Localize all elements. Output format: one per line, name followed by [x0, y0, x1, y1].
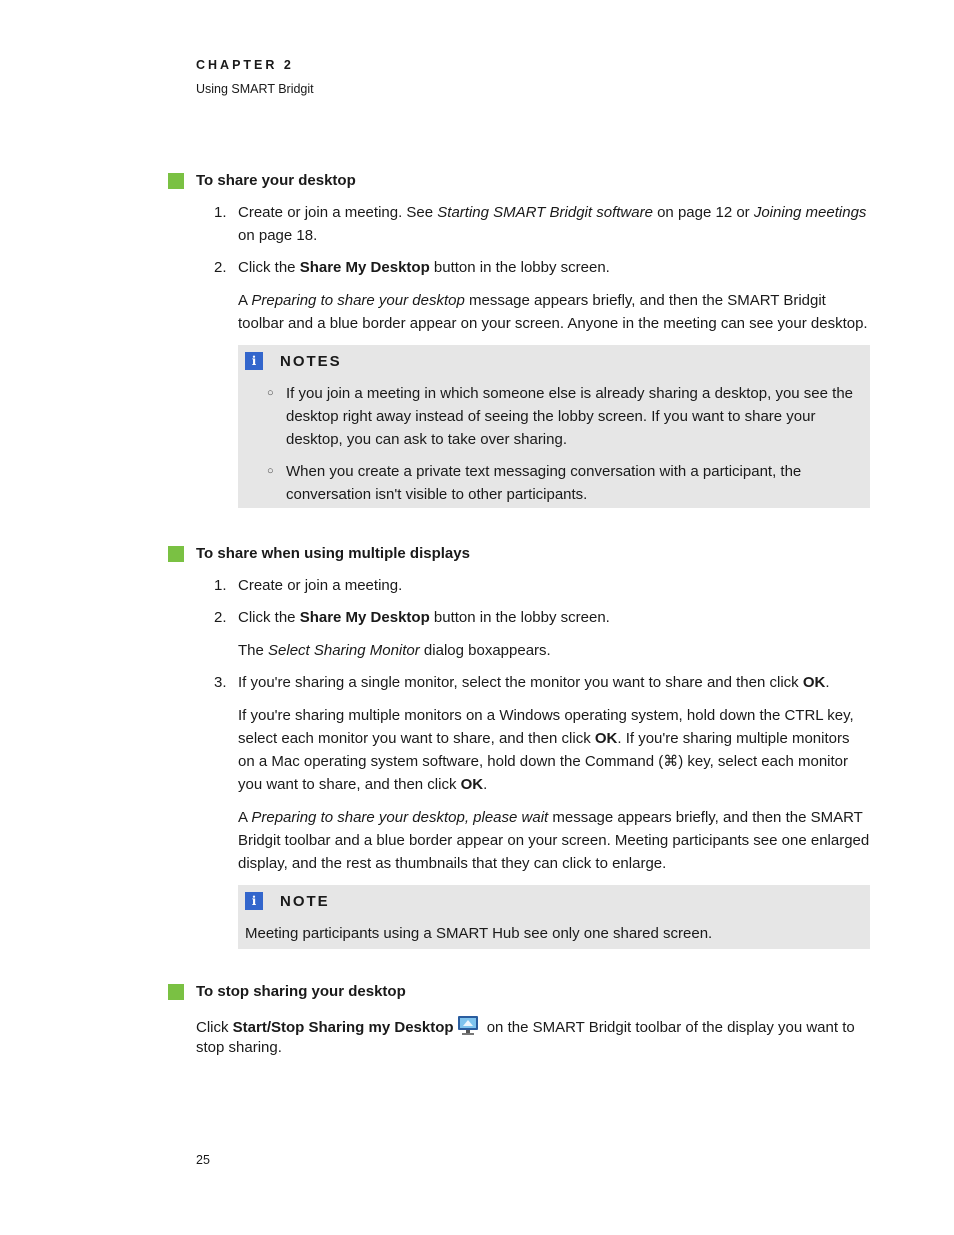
step-paragraph [168, 289, 870, 335]
ui-term: Start/Stop Sharing my Desktop [232, 1019, 454, 1036]
message-name: Preparing to share your desktop, please wait [251, 809, 549, 826]
step-number: 2. [214, 259, 227, 276]
dialog-name: Select Sharing Monitor [268, 642, 420, 659]
procedure-title: To share your desktop [196, 172, 356, 189]
step-text: on page 18. [238, 227, 318, 244]
bullet-circle-icon: ○ [267, 465, 274, 477]
para-text: message appears briefly, and then the SMART Bridgit toolbar and a blue border appear on your screen. Meeting participants see one enlarged display, and the rest as thumbnails that they can click to enlarge. [238, 809, 870, 872]
note-text: If you join a meeting in which someone else is already sharing a desktop, you see the desktop right away instead of seeing the lobby screen. If you want to share your desktop, you can ask to take over sharing. [286, 385, 853, 448]
procedure-heading [168, 980, 870, 1003]
para-text: A [238, 809, 252, 826]
procedure-share-desktop [168, 169, 870, 508]
ui-term: Share My Desktop [299, 609, 430, 626]
note-box [238, 885, 870, 949]
info-icon: i [245, 892, 263, 910]
para-text: dialog boxappears. [419, 642, 551, 659]
step-paragraph [168, 704, 870, 796]
procedure-square-icon [168, 984, 184, 1000]
procedure-title: To stop sharing your desktop [196, 983, 406, 1000]
step-3 [168, 671, 870, 694]
ui-term: OK [460, 776, 484, 793]
procedure-square-icon [168, 546, 184, 562]
message-name: Preparing to share your desktop [251, 292, 465, 309]
ui-term: Share My Desktop [299, 259, 430, 276]
procedure-stop-sharing [168, 980, 870, 1058]
notes-box [238, 345, 870, 508]
procedure-heading [168, 542, 870, 565]
para-text: The [238, 642, 269, 659]
note-text: When you create a private text messaging conversation with a participant, the conversation isn't visible to other participants. [286, 463, 802, 503]
bullet-circle-icon: ○ [267, 387, 274, 399]
para-text: message appears briefly, and then the SMART Bridgit toolbar and a blue border appear on your screen. Anyone in the meeting can see your desktop. [238, 292, 868, 332]
step-number: 3. [214, 674, 227, 691]
step-text: Create or join a meeting. See [238, 204, 438, 221]
step-text: Click the [238, 609, 300, 626]
step-text: Click the [238, 259, 300, 276]
step-number: 1. [214, 577, 227, 594]
step-1 [168, 574, 870, 597]
step-paragraph [168, 639, 870, 662]
note-text: Meeting participants using a SMART Hub see only one shared screen. [245, 925, 713, 942]
step-paragraph [168, 806, 870, 875]
step-text: . [825, 674, 830, 691]
note-bullet [245, 382, 862, 451]
procedure-square-icon [168, 173, 184, 189]
ui-term: OK [594, 730, 618, 747]
step-text: button in the lobby screen. [429, 259, 610, 276]
para-text: Click [196, 1019, 233, 1036]
chapter-subtitle: Using SMART Bridgit [196, 82, 314, 96]
note-heading [245, 891, 862, 913]
step-text: Create or join a meeting. [238, 577, 403, 594]
para-text: A [238, 292, 252, 309]
step-2 [168, 606, 870, 629]
monitor-share-icon [457, 1015, 479, 1035]
step-text: on page 12 or [652, 204, 754, 221]
step-1 [168, 201, 870, 247]
info-icon: i [245, 352, 263, 370]
para-text: If you're sharing multiple monitors on a Windows operating system, hold down the CTRL key, select each monitor you want to share, and then click [238, 707, 854, 747]
para-text: on the SMART Bridgit toolbar of the display you want to stop sharing. [196, 1019, 855, 1056]
ui-term: OK [802, 674, 826, 691]
chapter-label: CHAPTER 2 [196, 58, 294, 72]
step-text: If you're sharing a single monitor, select the monitor you want to share and then click [238, 674, 803, 691]
step-number: 2. [214, 609, 227, 626]
link-starting-smart-bridgit: Starting SMART Bridgit software [437, 204, 653, 221]
note-title: NOTE [280, 893, 330, 910]
procedure-multiple-displays [168, 542, 870, 949]
step-text: button in the lobby screen. [429, 609, 610, 626]
page-number: 25 [196, 1153, 210, 1167]
step-number: 1. [214, 204, 227, 221]
notes-heading [245, 351, 862, 373]
para-text: . If you're sharing multiple monitors on a Mac operating system software, hold down the Command (⌘) key, select each monitor you want to share, and then click [238, 730, 850, 793]
link-joining-meetings: Joining meetings [753, 204, 867, 221]
notes-title: NOTES [280, 353, 342, 370]
procedure-heading [168, 169, 870, 192]
step-2 [168, 256, 870, 279]
para-text: . [483, 776, 488, 793]
note-bullet [245, 460, 862, 506]
stop-sharing-paragraph [168, 1015, 870, 1058]
procedure-title: To share when using multiple displays [196, 545, 470, 562]
